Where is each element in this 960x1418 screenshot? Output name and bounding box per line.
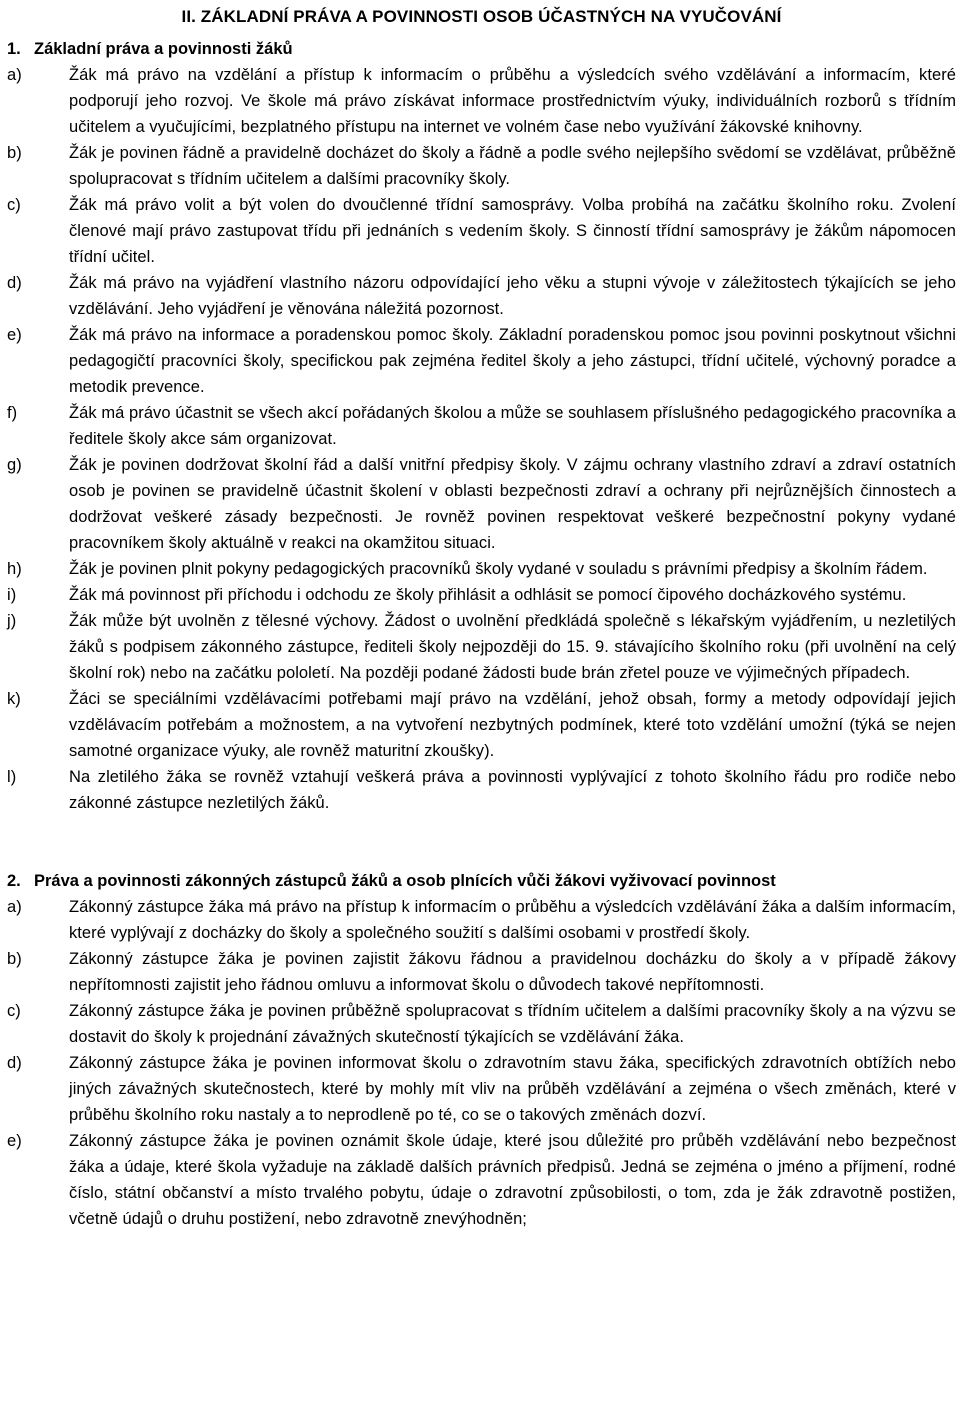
item-text: Žák má právo na vyjádření vlastního názoru odpovídající jeho věku a stupni vývoje v záležitostech týkajících se jeho vzdělávání. Jeho vyjádření je věnována náležitá pozornost. [69,274,956,318]
item-letter: d) [7,274,22,292]
item-letter: h) [7,560,22,578]
item-letter: f) [7,404,18,422]
item-letter: j) [7,612,17,630]
list-item [7,764,956,816]
item-letter: e) [7,1132,22,1150]
item-letter: b) [7,950,22,968]
list-item [7,270,956,322]
item-text: Zákonný zástupce žáka je povinen průběžně spolupracovat s třídním učitelem a dalšími pracovníky školy a na výzvu se dostavit do školy k projednání závažných skutečností týkajících se vzdělávání žáka. [69,1002,956,1046]
item-letter: g) [7,456,22,474]
list-item [7,140,956,192]
list-item [7,400,956,452]
item-letter: a) [7,898,22,916]
item-text: Žák má právo účastnit se všech akcí pořádaných školou a může se souhlasem příslušného pedagogického pracovníka a ředitele školy akce sám organizovat. [69,404,956,448]
section-heading [7,868,956,894]
item-text: Žák má právo volit a být volen do dvoučlenné třídní samosprávy. Volba probíhá na začátku školního roku. Zvolení členové mají právo zastupovat třídu při jednáních s vedením školy. S činností třídní samosprávy je žákům nápomocen třídní učitel. [69,196,956,266]
list-item [7,62,956,140]
item-letter: l) [7,768,17,786]
rights-list [7,894,956,1232]
item-text: Žák má právo na informace a poradenskou pomoc školy. Základní poradenskou pomoc jsou povinni poskytnout všichni pedagogičtí pracovníci školy, specifickou pak zejména ředitel školy a jeho zástupci, třídní učitelé, výchovný poradce a metodik prevence. [69,326,956,396]
section-spacer [7,816,956,868]
item-text: Zákonný zástupce žáka má právo na přístup k informacím o průběhu a výsledcích vzdělávání žáka a dalším informacím, které vyplývají z docházky do školy a společného soužití s dalšími osobami v prostředí školy. [69,898,956,942]
item-letter: d) [7,1054,22,1072]
list-item [7,608,956,686]
document-title: II. ZÁKLADNÍ PRÁVA A POVINNOSTI OSOB ÚČASTNÝCH NA VYUČOVÁNÍ [181,7,782,26]
list-item [7,894,956,946]
item-text: Na zletilého žáka se rovněž vztahují veškerá práva a povinnosti vyplývající z tohoto školního řádu pro rodiče nebo zákonné zástupce nezletilých žáků. [69,768,956,812]
list-item [7,1050,956,1128]
item-text: Žák je povinen řádně a pravidelně docházet do školy a řádně a podle svého nejlepšího svědomí se vzdělávat, průběžně spolupracovat s třídním učitelem a dalšími pracovníky školy. [69,144,956,188]
item-text: Zákonný zástupce žáka je povinen informovat školu o zdravotním stavu žáka, specifických zdravotních obtížích nebo jiných závažných skutečnostech, které by mohly mít vliv na průběh vzdělávání a zejména o všech změnách, které v průběhu školního roku nastaly a to neprodleně po té, co se o takových změnách dozví. [69,1054,956,1124]
item-text: Žák může být uvolněn z tělesné výchovy. Žádost o uvolnění předkládá společně s lékařským vyjádřením, u nezletilých žáků s podpisem zákonného zástupce, řediteli školy nejpozději do 15. 9. stávajícího školního roku (při uvolnění na celý školní rok) nebo na začátku pololetí. Na později podané žádosti bude brán zřetel pouze ve výjimečných případech. [69,612,956,682]
item-text: Žák je povinen plnit pokyny pedagogických pracovníků školy vydané v souladu s právními předpisy a školním řádem. [69,560,928,578]
section-guardian-rights [7,868,956,1232]
section-student-rights [7,36,956,816]
list-item [7,322,956,400]
item-letter: b) [7,144,22,162]
item-text: Žák má povinnost při příchodu i odchodu ze školy přihlásit a odhlásit se pomocí čipového docházkového systému. [69,586,907,604]
section-heading [7,36,956,62]
item-letter: e) [7,326,22,344]
list-item [7,582,956,608]
list-item [7,1128,956,1232]
section-number: 2. [7,872,21,890]
item-letter: k) [7,690,21,708]
section-title: Práva a povinnosti zákonných zástupců žáků a osob plnících vůči žákovi vyživovací povinnost [34,872,776,890]
item-letter: i) [7,586,17,604]
item-text: Zákonný zástupce žáka je povinen zajistit žákovu řádnou a pravidelnou docházku do školy a v případě žákovy nepřítomnosti zajistit jeho řádnou omluvu a informovat školu o důvodech takové nepřítomnosti. [69,950,956,994]
list-item [7,556,956,582]
list-item [7,686,956,764]
item-text: Žáci se speciálními vzdělávacími potřebami mají právo na vzdělání, jehož obsah, formy a metody odpovídají jejich vzdělávacím potřebám a možnostem, a na vytvoření nezbytných podmínek, které toto vzdělání umožní (týká se nejen samotné organizace výuky, ale rovněž maturitní zkoušky). [69,690,956,760]
item-letter: c) [7,1002,21,1020]
list-item [7,192,956,270]
item-letter: c) [7,196,21,214]
section-number: 1. [7,40,21,58]
item-letter: a) [7,66,22,84]
item-text: Žák je povinen dodržovat školní řád a další vnitřní předpisy školy. V zájmu ochrany vlastního zdraví a zdraví ostatních osob je povinen se pravidelně účastnit školení v oblasti bezpečnosti zdraví a ochrany při nejrůznějších činnostech a dodržovat veškeré zásady bezpečnosti. Je rovněž povinen respektovat veškeré bezpečnostní pokyny vydané pracovníkem školy aktuálně v reakci na okamžitou situaci. [69,456,956,552]
section-title: Základní práva a povinnosti žáků [34,40,293,58]
item-text: Žák má právo na vzdělání a přístup k informacím o průběhu a výsledcích svého vzdělávání a informacím, které podporují jeho rozvoj. Ve škole má právo získávat informace prostřednictvím výuky, individuálních rozborů s třídním učitelem a vyučujícími, bezplatného přístupu na internet ve volném čase nebo využívání žákovské knihovny. [69,66,956,136]
rights-list [7,62,956,816]
list-item [7,452,956,556]
item-text: Zákonný zástupce žáka je povinen oznámit škole údaje, které jsou důležité pro průběh vzdělávání nebo bezpečnost žáka a údaje, které škola vyžaduje na základě dalších právních předpisů. Jedná se zejména o jméno a příjmení, rodné číslo, státní občanství a místo trvalého pobytu, údaje o zdravotní způsobilosti, o tom, zda je žák zdravotně postižen, včetně údajů o druhu postižení, nebo zdravotně znevýhodněn; [69,1132,956,1228]
list-item [7,998,956,1050]
list-item [7,946,956,998]
